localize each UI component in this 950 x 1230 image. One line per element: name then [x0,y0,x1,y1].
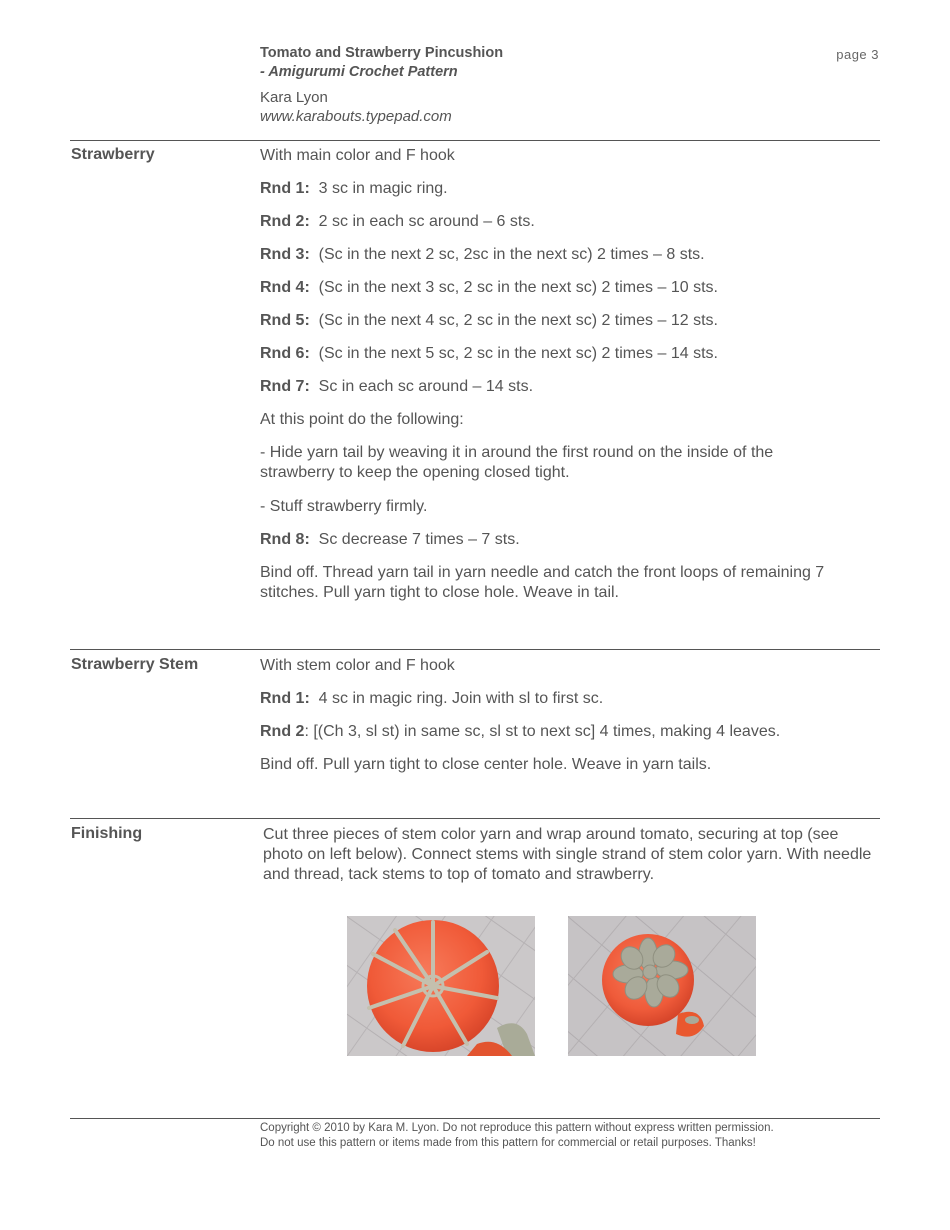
usage-line: Do not use this pattern or items made from this pattern for commercial or retail purposes. Thanks! [260,1137,756,1149]
round-label: Rnd 2: [260,213,310,230]
round-label: Rnd 8: [260,531,310,548]
point-note: At this point do the following: [260,411,464,428]
strawberry-intro: With main color and F hook [260,147,455,164]
author-website[interactable]: www.karabouts.typepad.com [260,108,452,125]
round-7 [260,377,880,397]
bind-off-note: Bind off. Thread yarn tail in yarn needle and catch the front loops of remaining 7 stitches. Pull yarn tight to close hole. Weave in tail. [260,564,825,601]
document-title: Tomato and Strawberry Pincushion [260,45,504,61]
round-label: Rnd 5: [260,312,310,329]
round-text: (Sc in the next 5 sc, 2 sc in the next sc) 2 times – 14 sts. [318,345,718,362]
round-label: Rnd 3: [260,246,310,263]
round-label: Rnd 1: [260,180,310,197]
round-text: Sc decrease 7 times – 7 sts. [318,531,520,548]
round-label: Rnd 2 [260,723,305,740]
divider [70,649,880,650]
round-label: Rnd 6: [260,345,310,362]
stuff-note: - Stuff strawberry firmly. [260,498,428,515]
divider [70,140,880,141]
round-text: (Sc in the next 3 sc, 2 sc in the next sc) 2 times – 10 sts. [318,279,718,296]
round-2 [260,212,880,232]
round-label: Rnd 1: [260,690,310,707]
round-text: Sc in each sc around – 14 sts. [318,378,534,395]
round-6 [260,344,880,364]
divider [70,1118,880,1119]
round-1 [260,179,880,199]
round-text: 3 sc in magic ring. [318,180,448,197]
round-label: Rnd 4: [260,279,310,296]
round-text: 2 sc in each sc around – 6 sts. [318,213,535,230]
round-3 [260,245,880,265]
round-8 [260,530,880,550]
section-label-stem: Strawberry Stem [71,656,199,673]
page-number: page 3 [836,47,879,62]
divider [70,818,880,819]
round-label: Rnd 7: [260,378,310,395]
round-text: (Sc in the next 2 sc, 2sc in the next sc) 2 times – 8 sts. [318,246,705,263]
finishing-text: Cut three pieces of stem color yarn and wrap around tomato, securing at top (see photo on left below). Connect stems with single strand of stem color yarn. With needle and thread, tack stems to top of tomato and strawberry. [263,826,872,883]
section-label-strawberry: Strawberry [71,146,155,163]
stem-round-1 [260,689,880,709]
copyright-line: Copyright © 2010 by Kara M. Lyon. Do not reproduce this pattern without express written permission. [260,1122,774,1134]
stem-intro: With stem color and F hook [260,657,455,674]
round-4 [260,278,880,298]
stem-round-2 [260,722,880,742]
document-subtitle: - Amigurumi Crochet Pattern [260,64,458,80]
round-text: 4 sc in magic ring. Join with sl to first sc. [318,690,604,707]
round-5 [260,311,880,331]
author-name: Kara Lyon [260,89,328,106]
section-label-finishing: Finishing [71,825,143,842]
round-text: (Sc in the next 4 sc, 2 sc in the next sc) 2 times – 12 sts. [318,312,718,329]
round-text: : [(Ch 3, sl st) in same sc, sl st to next sc] 4 times, making 4 leaves. [304,723,781,740]
tomato-photo [347,916,535,1056]
hide-tail-note: - Hide yarn tail by weaving it in around the first round on the inside of the strawberry to keep the opening closed tight. [260,444,774,481]
stem-bind-off: Bind off. Pull yarn tight to close center hole. Weave in yarn tails. [260,756,712,773]
strawberry-photo [568,916,756,1056]
